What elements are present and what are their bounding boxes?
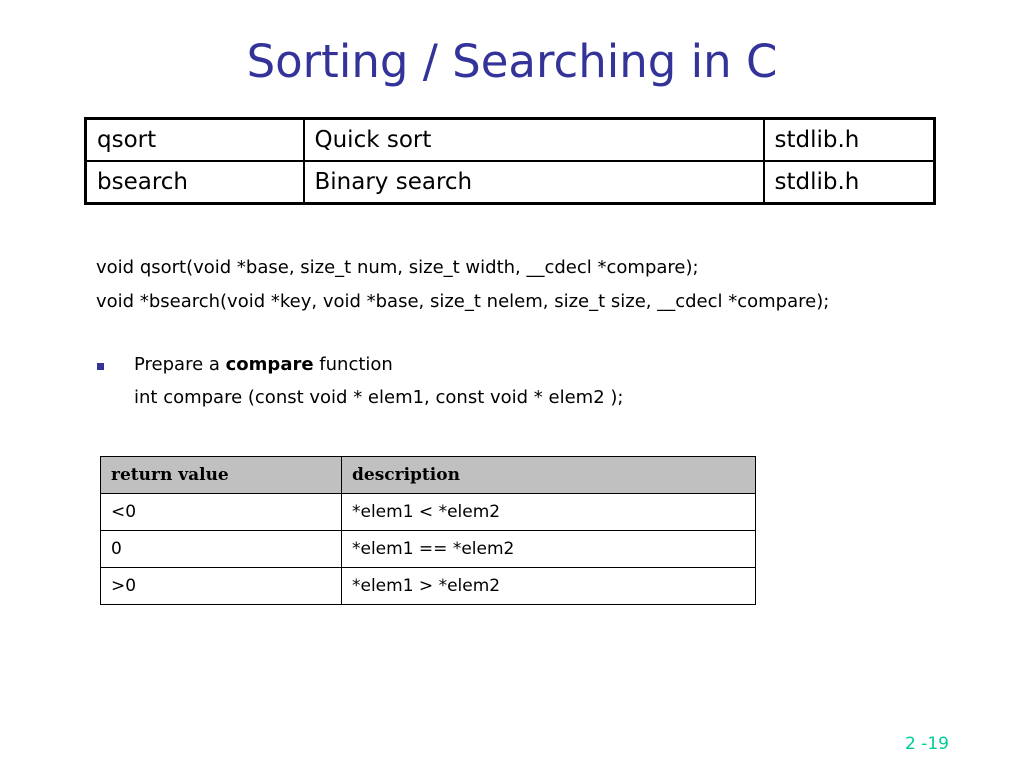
slide-title: Sorting / Searching in C	[246, 35, 778, 88]
compare-signature: int compare (const void * elem1, const void * elem2 );	[134, 387, 624, 408]
function-name-cell: qsort	[86, 119, 304, 162]
qsort-prototype: void qsort(void *base, size_t num, size_t width, __cdecl *compare);	[96, 257, 699, 278]
bullet-square-icon	[97, 363, 104, 370]
function-header-cell: stdlib.h	[764, 119, 935, 162]
bullet-prefix: Prepare a	[134, 354, 226, 375]
table-header-row	[101, 457, 756, 494]
column-header-description: description	[342, 457, 756, 494]
return-description-cell: *elem1 < *elem2	[342, 494, 756, 531]
return-value-table	[100, 456, 756, 605]
table-row	[101, 531, 756, 568]
function-table	[84, 117, 936, 205]
return-value-cell: <0	[101, 494, 342, 531]
return-value-cell: >0	[101, 568, 342, 605]
return-description-cell: *elem1 > *elem2	[342, 568, 756, 605]
return-value-cell: 0	[101, 531, 342, 568]
bsearch-prototype: void *bsearch(void *key, void *base, size_t nelem, size_t size, __cdecl *compare);	[96, 291, 830, 312]
table-row	[101, 494, 756, 531]
bullet-text	[134, 353, 393, 377]
function-description-cell: Quick sort	[304, 119, 764, 162]
bullet-emphasis: compare	[225, 354, 314, 375]
column-header-return-value: return value	[101, 457, 342, 494]
page-number: 2 -19	[905, 734, 949, 754]
function-description-cell: Binary search	[304, 161, 764, 204]
bullet-suffix: function	[313, 354, 393, 375]
return-description-cell: *elem1 == *elem2	[342, 531, 756, 568]
table-row	[86, 119, 935, 162]
function-name-cell: bsearch	[86, 161, 304, 204]
table-row	[86, 161, 935, 204]
function-header-cell: stdlib.h	[764, 161, 935, 204]
table-row	[101, 568, 756, 605]
